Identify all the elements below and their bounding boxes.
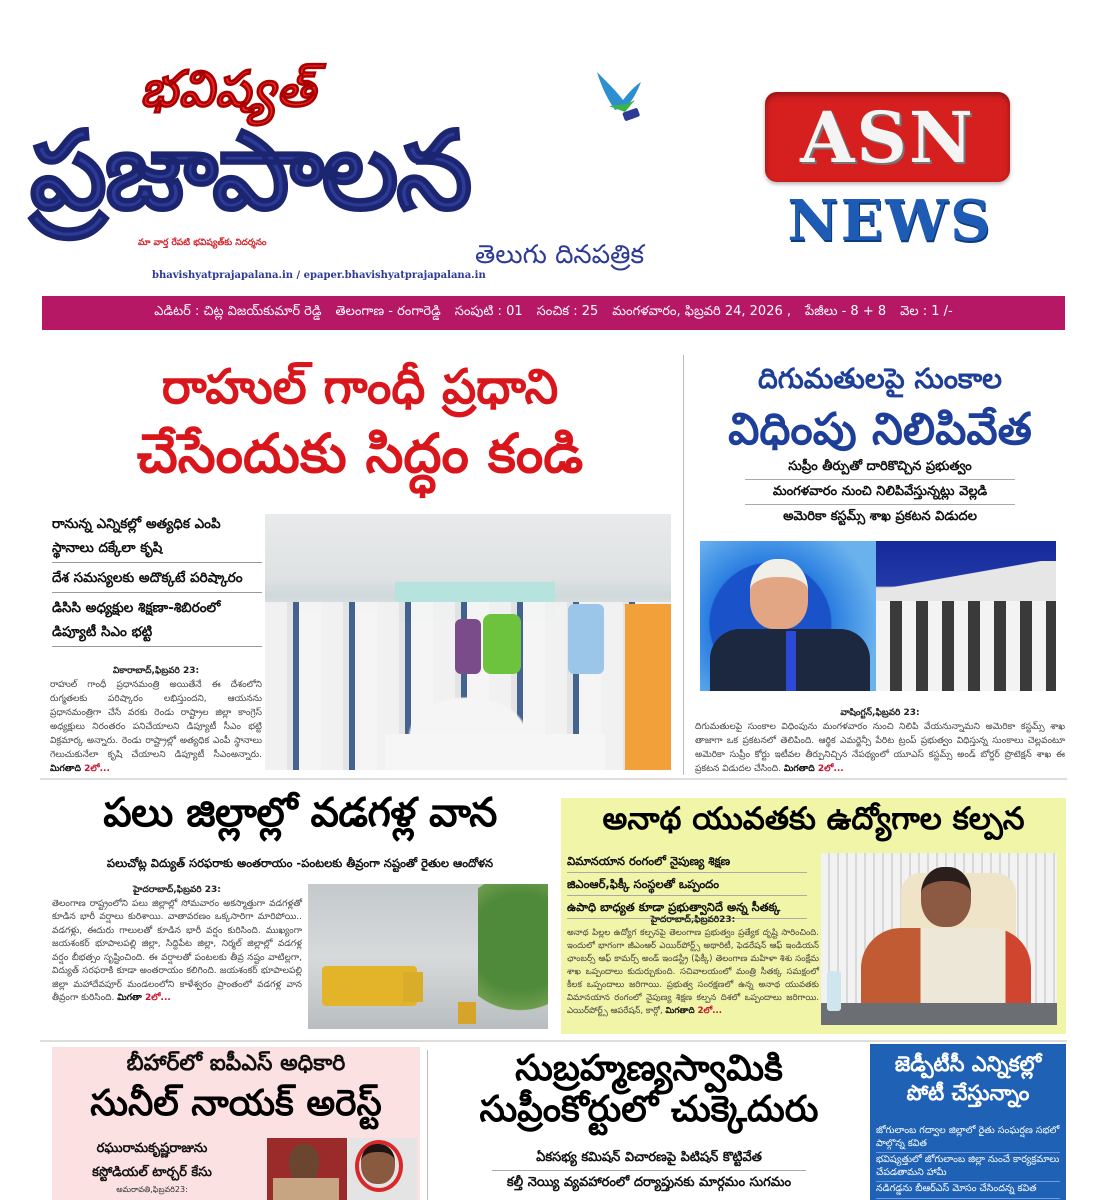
- orphan-continued-link[interactable]: మిగతాది 2లో...: [665, 1006, 722, 1016]
- zptc-headline[interactable]: [870, 1050, 1066, 1108]
- orphan-body-text: అనాథ పిల్లల ఉద్యోగ కల్పనపై తెలంగాణ ప్రభుత్వం ప్రత్యేక దృష్టి సారించింది. ఇందులో భాగంగా జీఎంఆర్ ఎయిర్‌పోర్ట్స్ అథారిటీ, ఫెడరేషన్ ఆఫ్ ఇండియన్ ఛాంబర్స్ ఆఫ్ కామర్స్ అండ్ ఇండస్ట్రీ (ఫిక్కీ) తెలంగాణ మహిళా శిశు సంక్షేమ శాఖ ఒప్పందాలు కుదుర్చుకుంది. సచివాలయంలో మంత్రి సీతక్క సమక్షంలో కీలక ఒప్పందాలు జరిగాయి. ప్రభుత్వ సంరక్షణలో ఉన్న అనాథ యువతకు విమానయాన రంగంలో నైపుణ్య శిక్షణ కల్పన దిశలో ఒప్పందాలు జరిగాయి. ఎయిర్‌పోర్ట్స్ ఆపరేషన్, కార్గో,: [567, 928, 819, 1016]
- photo-speaker: [700, 541, 876, 691]
- tariff-subheads: [745, 455, 1015, 529]
- tariff-body: [695, 706, 1065, 776]
- ips-kicker: బీహార్‌లో ఐపీఎస్ అధికారి: [126, 1051, 346, 1076]
- photo-shawl-green: [483, 614, 521, 674]
- tariff-dateline: వాషింగ్టన్,ఫిబ్రవరి 23:: [840, 708, 920, 718]
- volume-number: సంపుటి : 01: [454, 304, 523, 319]
- editor-name: ఎడిటర్ : చిట్ల విజయ్‌కుమార్ రెడ్డి: [154, 304, 322, 319]
- tariff-subhead: మంగళవారం నుంచి నిలిపివేస్తున్నట్లు వెల్లడి: [745, 480, 1015, 505]
- lead-headline-line2: చేసేందుకు సిద్ధం కండి: [136, 422, 584, 486]
- zptc-subhead: భవిష్యత్తులో జోగులాంబ జిల్లా నుంచే కార్యక్రమాలు చేపడతామని హామీ: [876, 1153, 1060, 1182]
- lead-subhead: రానున్న ఎన్నికల్లో అత్యధిక ఎంపి స్థానాలు దక్కేలా కృషి: [52, 512, 262, 563]
- rain-body: [52, 884, 302, 1006]
- column-divider: [427, 1050, 428, 1200]
- court-subheads: [432, 1146, 866, 1195]
- logo-main-text: ప్రజాపాలన: [30, 109, 471, 234]
- court-subhead: ఏకసభ్య కమిషన్ విచారణపై పిటిషన్ కొట్టివేత: [492, 1146, 806, 1171]
- zptc-subheads: [876, 1124, 1060, 1199]
- tariff-headline[interactable]: [690, 362, 1070, 466]
- photo-officer: [267, 1138, 347, 1200]
- orphan-dateline: హైదరాబాద్,ఫిబ్రవరి23:: [650, 915, 736, 925]
- lead-subhead: దేశ సమస్యలకు అదొక్కటే పరిష్కారం: [52, 566, 262, 593]
- edition-location: తెలంగాణ - రంగారెడ్డి: [335, 304, 441, 319]
- page-count: పేజీలు - 8 + 8: [805, 304, 887, 319]
- section-divider: [40, 778, 1067, 780]
- asn-logo-text: ASN: [800, 95, 975, 179]
- asn-logo-box: [765, 92, 1010, 182]
- orphan-subhead: ఉపాధి బాధ్యత కూడా ప్రభుత్వానిదే అన్న సీతక్క: [567, 896, 807, 919]
- zptc-subhead: నడిగడ్డను బీఆర్ఎస్ మోసం చేసిందన్న కవిత: [876, 1182, 1060, 1199]
- tariff-headline-line1: దిగుమతులపై సుంకాల: [757, 362, 1003, 395]
- edition-info-bar: [42, 296, 1065, 330]
- ips-dateline: అమరావతి,ఫిబ్రవరి23:: [116, 1185, 188, 1194]
- issue-number: సంచిక : 25: [536, 304, 599, 319]
- court-headline-line1: సుబ్రహ్మణ్యస్వామికి: [515, 1048, 783, 1089]
- tariff-photo[interactable]: [700, 541, 1056, 691]
- zptc-story[interactable]: [870, 1044, 1066, 1200]
- photo-floor: [385, 734, 605, 770]
- lead-subhead: డిసిసి అధ్యక్షుల శిక్షణా-శిబిరంలో డిప్యూటీ సిఎం భట్టి: [52, 596, 262, 647]
- zptc-headline-line2: పోటీ చేస్తున్నాం: [906, 1081, 1030, 1105]
- publication-date: మంగళవారం, ఫిబ్రవరి 24, 2026 ,: [612, 304, 792, 319]
- section-divider: [40, 1040, 1067, 1042]
- rain-subhead: పలుచోట్ల విద్యుత్ సరఫరాకు అంతరాయం -పంటలకు తీవ్రంగా నష్టంతో రైతుల ఆందోళన: [106, 856, 494, 870]
- orphan-subhead: విమానయాన రంగంలో నైపుణ్య శిక్షణ: [567, 850, 807, 873]
- lead-body-text: రాహుల్ గాంధీ ప్రధానమంత్రి అయితేనే ఈ దేశంలోని రుగ్మతలకు పరిష్కారం లభిస్తుందని, ఆయనను ప్రధానమంత్రిగా చేసే వరకు రెండు రాష్ట్రాల జిల్లా కాంగ్రెస్ అధ్యక్షులు నిరంతరం పనిచేయాలని డిప్యూటీ సీఎం భట్టి విక్రమార్క అన్నారు. రెండు రాష్ట్రాల్లో అత్యధిక ఎంపీ స్థానాలు గెలుచుకునేలా కృషి చేయాలని డిప్యూటీ సీఎంఅన్నారు.: [50, 680, 262, 760]
- lead-subheads: [52, 512, 262, 650]
- photo-saree: [625, 604, 671, 770]
- price: వెల : 1 /-: [900, 304, 953, 319]
- photo-politician: [347, 1138, 417, 1200]
- lead-dateline: వికారాబాద్,ఫిబ్రవరి 23:: [112, 666, 200, 676]
- logo-top-text: భవిష్యత్: [140, 60, 317, 118]
- ips-headline[interactable]: సునీల్ నాయక్ అరెస్ట్: [90, 1083, 382, 1124]
- court-headline[interactable]: [432, 1048, 866, 1131]
- photo-supreme-court: [876, 541, 1056, 691]
- ips-photo[interactable]: [267, 1138, 417, 1200]
- minister-photo[interactable]: [821, 853, 1057, 1025]
- ips-subhead: కస్టోడియల్ టార్చర్ కేసు: [92, 1165, 212, 1180]
- ips-arrest-story[interactable]: [52, 1047, 420, 1200]
- photo-shawl-purple: [455, 619, 481, 674]
- orphan-body: [567, 914, 819, 1018]
- court-subhead: కల్తీ నెయ్యి వ్యవహారంలో దర్యాప్తునకు మార్గమం సుగమం: [506, 1175, 792, 1190]
- tariff-continued-link[interactable]: మిగతాది 2లో...: [783, 764, 844, 774]
- zptc-subhead: జోగులాంబ గద్వాల జిల్లాలో రైతు సంఘర్షణ సభలో పాల్గొన్న కవిత: [876, 1124, 1060, 1153]
- lead-body: [50, 664, 262, 776]
- rain-headline[interactable]: పలు జిల్లాల్లో వడగళ్ల వాన: [103, 790, 497, 836]
- rain-dateline: హైదరాబాద్,ఫిబ్రవరి 23:: [133, 885, 221, 895]
- dove-pen-icon: [595, 70, 645, 128]
- lead-headline[interactable]: [40, 360, 680, 485]
- newspaper-subtitle: తెలుగు దినపత్రిక: [475, 240, 645, 270]
- website-url[interactable]: bhavishyatprajapalana.in / epaper.bhavishyatprajapalana.in: [152, 270, 486, 281]
- lead-photo-group[interactable]: [265, 514, 671, 770]
- rain-photo[interactable]: [308, 884, 548, 1029]
- orphan-youth-story[interactable]: [561, 798, 1066, 1034]
- tariff-subhead: అమెరికా కస్టమ్స్ శాఖ ప్రకటన విడుదల: [783, 509, 977, 524]
- rain-continued-link[interactable]: మిగతా 2లో...: [117, 993, 171, 1003]
- court-headline-line2: సుప్రీంకోర్టులో చుక్కెదురు: [479, 1089, 819, 1131]
- lead-continued-link[interactable]: మిగతాది 2లో...: [50, 764, 110, 774]
- orphan-headline[interactable]: అనాథ యువతకు ఉద్యోగాల కల్పన: [602, 801, 1025, 837]
- orphan-subheads: [567, 850, 807, 919]
- news-logo-text: NEWS: [787, 188, 993, 254]
- tariff-headline-line2: విధింపు నిలిపివేత: [728, 404, 1032, 455]
- zptc-headline-line1: జెడ్పీటీసీ ఎన్నికల్లో: [894, 1052, 1042, 1076]
- masthead: [0, 0, 1107, 290]
- orphan-subhead: జిఎంఆర్,ఫిక్కీ సంస్థలతో ఒప్పందం: [567, 873, 807, 896]
- logo-tagline: మా వార్త రేపటి భవిష్యత్‌కు నిదర్శనం: [138, 238, 267, 248]
- rain-body-text: తెలంగాణ రాష్ట్రంలోని పలు జిల్లాల్లో సోమవారం అకస్మాత్తుగా వడగళ్లతో కూడిన భారీ వర్షాలు కురిశాయి. వాతావరణం ఒక్కసారిగా మారిపోయి.. వడగళ్లు, ఈదురు గాలులతో కూడిన భారీ వర్షం కురిసింది. ముఖ్యంగా జయశంకర్ భూపాలపల్లి జిల్లా, సిద్దిపేట జిల్లా, నిర్మల్ జిల్లాల్లో వడగళ్ల వర్షం బీభత్సం సృష్టించింది. ఈ వర్షాలతో పంటలకు తీవ్ర నష్టం వాటిల్లగా, విద్యుత్ సరఫరాకి కూడా అంతరాయం కలిగింది. జయశంకర్ భూపాలపల్లి జిల్లా మహాదేవపూర్ మండలంలోని కాళేశ్వరం ప్రాంతంలో వడగళ్ల వాన తీవ్రంగా కురిసింది.: [52, 898, 302, 1003]
- tariff-body-text: దిగుమతులపై సుంకాల విధింపును మంగళవారం నుంచి నిలిపి వేయనున్నామని అమెరికా కస్టమ్స్ శాఖ తాజాగా ఒక ప్రకటనలో తెలిపింది. ఆర్థిక ఎమర్జెన్సీ పేరిట ట్రంప్ ప్రభుత్వం విధిస్తున్న సుంకాలు చెల్లవంటూ అమెరికా సుప్రీం కోర్టు ఇటీవల తీర్పునిచ్చిన నేపథ్యంలో యూఎస్ కస్టమ్స్ అండ్ బోర్డర్ ప్రొటెక్షన్ శాఖ ఈ ప్రకటన విడుదల చేసింది.: [695, 722, 1065, 774]
- ips-subhead: రఘురామకృష్ణరాజును: [96, 1141, 208, 1156]
- column-divider: [683, 355, 684, 775]
- tariff-subhead: సుప్రీం తీర్పుతో దారికొచ్చిన ప్రభుత్వం: [745, 455, 1015, 480]
- ips-subheads: [62, 1137, 242, 1196]
- lead-headline-line1: రాహుల్ గాంధీ ప్రధాని: [161, 359, 559, 415]
- photo-person-blue: [568, 604, 604, 674]
